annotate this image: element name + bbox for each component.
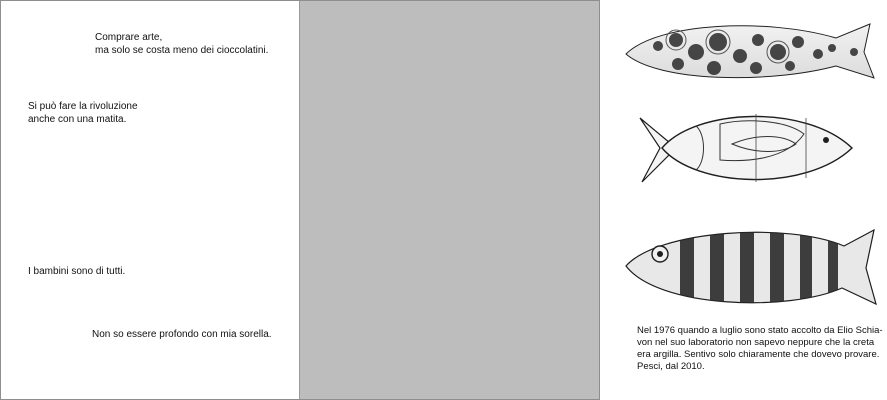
quote-bambini bbox=[28, 266, 125, 279]
quote-line: Si può fare la rivoluzione bbox=[28, 101, 138, 112]
quote-sorella bbox=[92, 329, 272, 342]
caption bbox=[637, 325, 887, 373]
caption-line: era argilla. Sentivo solo chiaramente che dovevo provare. bbox=[637, 349, 880, 360]
quote-line: Non so essere profondo con mia sorella. bbox=[92, 329, 272, 340]
quote-rivoluzione bbox=[28, 101, 138, 126]
quote-line: Comprare arte, bbox=[95, 32, 163, 43]
line-drawn-fish-figure bbox=[636, 104, 858, 190]
caption-line: von nel suo laboratorio non sapevo neppure che la creta bbox=[637, 337, 875, 348]
quote-line: I bambini sono di tutti. bbox=[28, 266, 126, 277]
left-page bbox=[0, 0, 300, 400]
quote-line: ma solo se costa meno dei cioccolatini. bbox=[95, 44, 269, 56]
quote-cioccolatini bbox=[95, 32, 268, 57]
quote-line: anche con una matita. bbox=[28, 113, 127, 125]
striped-fish-figure bbox=[618, 212, 880, 318]
spotted-fish-figure bbox=[618, 12, 880, 88]
caption-line: Nel 1976 quando a luglio sono stato accolto da Elio Schia- bbox=[637, 325, 883, 336]
right-page bbox=[300, 0, 883, 400]
caption-line: Pesci, dal 2010. bbox=[637, 361, 705, 372]
